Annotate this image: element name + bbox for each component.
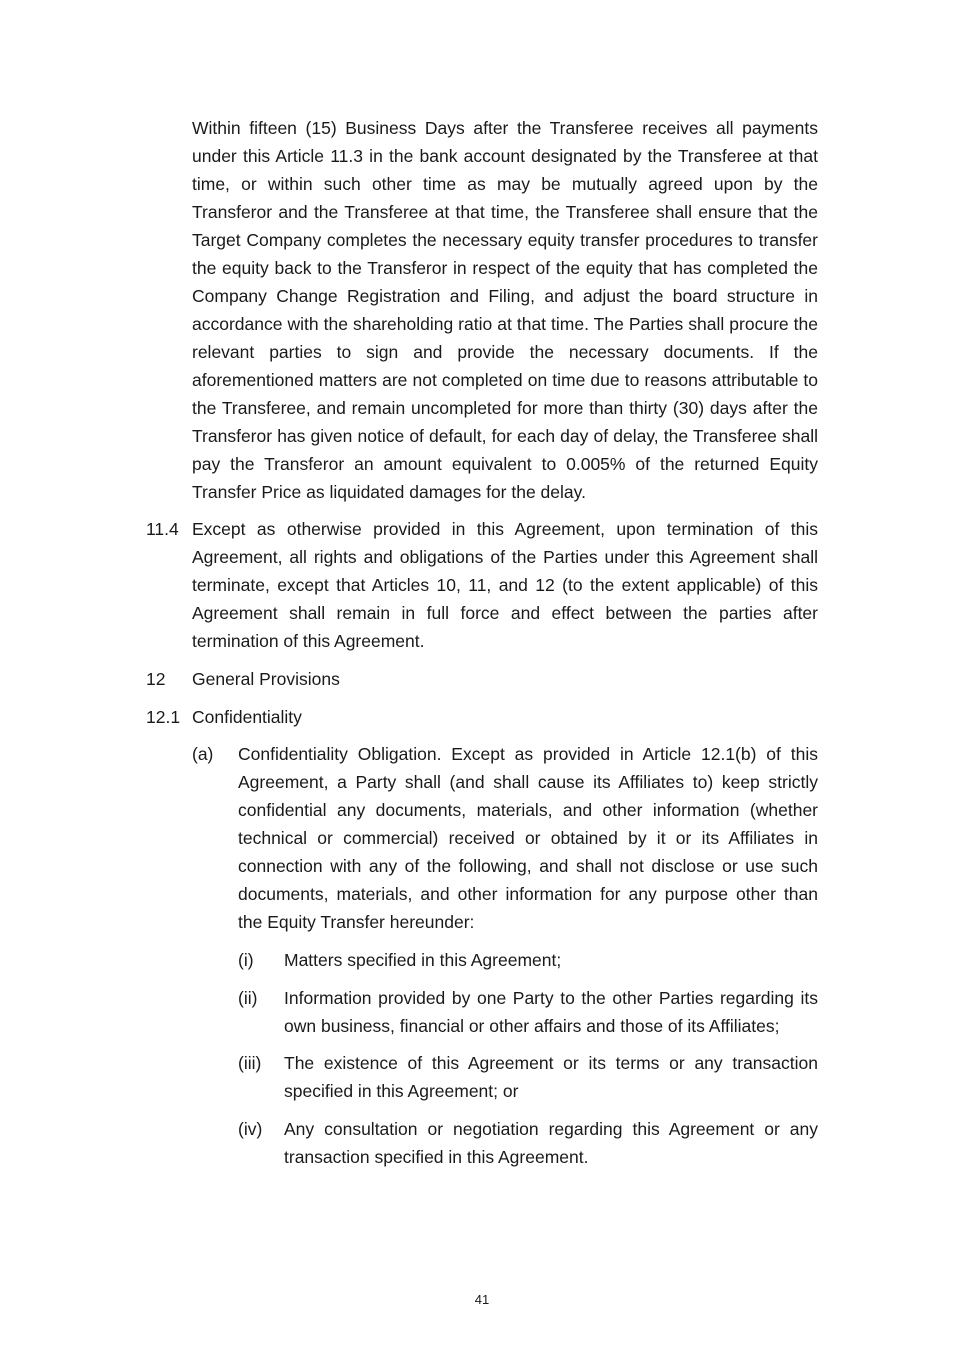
item-a-text: Confidentiality Obligation. Except as provided in Article 12.1(b) of this Agreement, a Party shall (and shall cause its Affiliates to) keep strictly confidential any documents, materials, and other information (whether technical or commercial) received or obtained by it or its Affiliates in connection with any of the following, and shall not disclose or use such documents, materials, and other information for any purpose other than the Equity Transfer hereunder: <box>238 744 818 932</box>
clause-12-1-title: Confidentiality <box>192 707 302 727</box>
sub-item-iii-text: The existence of this Agreement or its terms or any transaction specified in this Agreement; or <box>284 1053 818 1101</box>
section-12-number: 12 <box>146 669 166 689</box>
page-number: 41 <box>474 1292 490 1307</box>
sub-item-iii-label: (iii) <box>238 1053 262 1073</box>
clause-11-4-number: 11.4 <box>146 519 179 539</box>
sub-item-ii-label: (ii) <box>238 988 258 1008</box>
section-12-title: General Provisions <box>192 669 340 689</box>
clause-12-1-number: 12.1 <box>146 707 181 727</box>
sub-item-i-text: Matters specified in this Agreement; <box>284 950 562 970</box>
clause-11-4-text: Except as otherwise provided in this Agreement, upon termination of this Agreement, all rights and obligations of the Parties under this Agreement shall terminate, except that Articles 10, 11, and 12 (to the extent applicable) of this Agreement shall remain in full force and effect between the parties after termination of this Agreement. <box>192 519 818 651</box>
continuation-paragraph: Within fifteen (15) Business Days after the Transferee receives all payments under this Article 11.3 in the bank account designated by the Transferee at that time, or within such other time as may be mutually agreed upon by the Transferor and the Transferee at that time, the Transferee shall ensure that the Target Company completes the necessary equity transfer procedures to transfer the equity back to the Transferor in respect of the equity that has completed the Company Change Registration and Filing, and adjust the board structure in accordance with the shareholding ratio at that time. The Parties shall procure the relevant parties to sign and provide the necessary documents. If the aforementioned matters are not completed on time due to reasons attributable to the Transferee, and remain uncompleted for more than thirty (30) days after the Transferor has given notice of default, for each day of delay, the Transferee shall pay the Transferor an amount equivalent to 0.005% of the returned Equity Transfer Price as liquidated damages for the delay. <box>192 118 818 502</box>
sub-item-ii-text: Information provided by one Party to the other Parties regarding its own business, financial or other affairs and those of its Affiliates; <box>284 988 818 1036</box>
item-a-label: (a) <box>192 744 214 764</box>
sub-item-iv-text: Any consultation or negotiation regarding this Agreement or any transaction specified in this Agreement. <box>284 1119 818 1167</box>
sub-item-iv-label: (iv) <box>238 1119 263 1139</box>
sub-item-i-label: (i) <box>238 950 254 970</box>
